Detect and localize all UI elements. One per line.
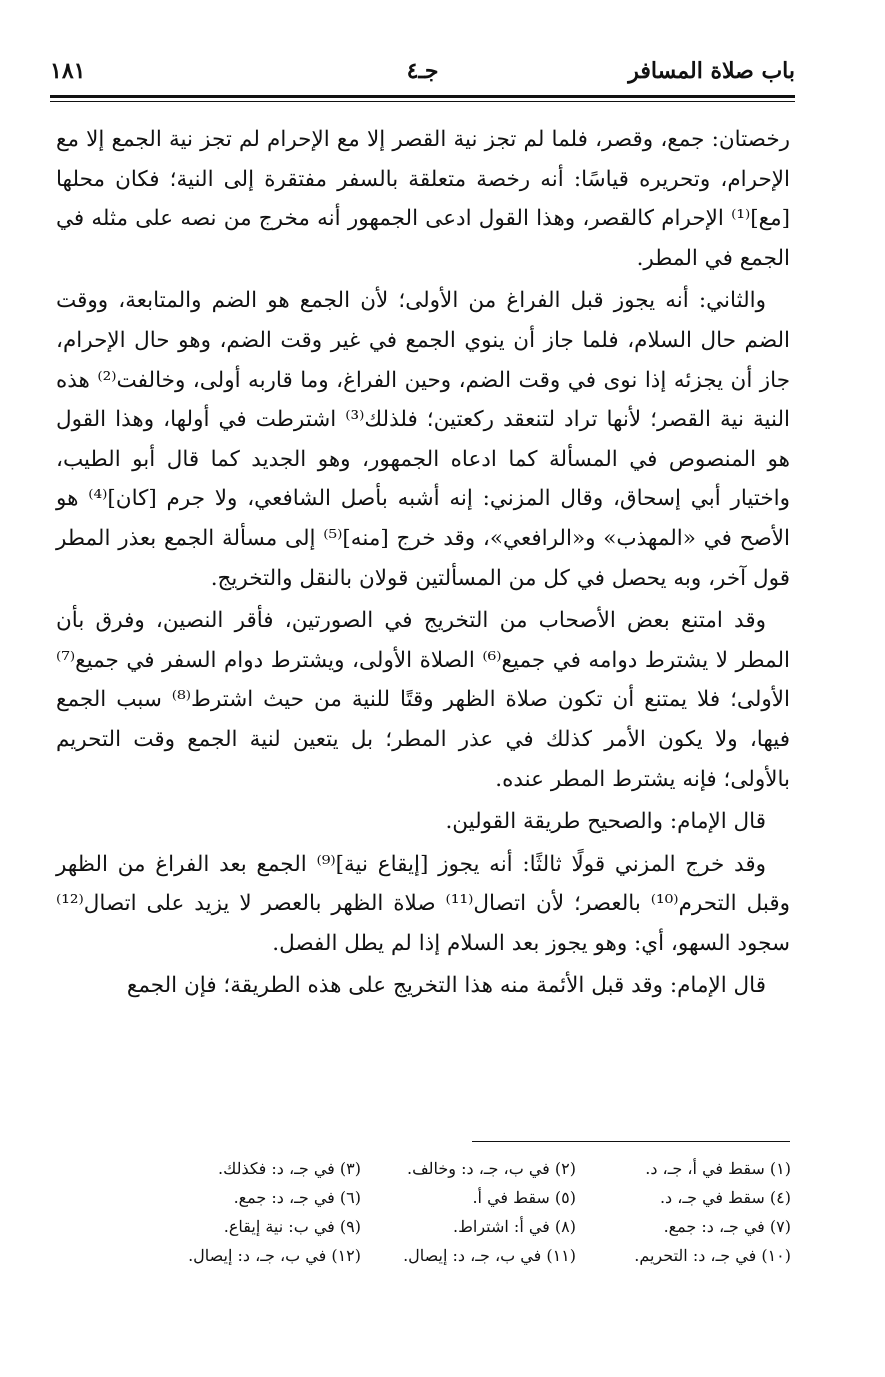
footnote: (٦) في جـ، د: جمع. (233, 1188, 361, 1207)
header-rule-thick (50, 95, 795, 98)
footnote: (٤) سقط في جـ، د. (659, 1188, 791, 1207)
main-text (56, 120, 790, 1006)
paragraph: قال الإمام: وقد قبل الأئمة منه هذا التخريج على هذه الطريقة؛ فإن الجمع (126, 973, 766, 999)
footnote: (٥) سقط في أ. (472, 1188, 576, 1207)
footnote: (١٢) في ب، جـ، د: إيصال. (188, 1246, 361, 1265)
header-rule-thin (50, 101, 795, 102)
footnote: (٣) في جـ، د: فكذلك. (218, 1159, 361, 1178)
running-header (50, 58, 795, 94)
paragraph: رخصتان: جمع، وقصر، فلما لم تجز نية القصر إلا مع الإحرام لم تجز نية الجمع إلا مع الإحرام، وتحريره قياسًا: أنه رخصة متعلقة بالسفر مفتقرة إلى النية؛ فكان محلها [مع]⁽¹⁾ الإحرام كالقصر، وهذا القول ادعى الجمهور أنه مخرج من نصه على مثله في الجمع في المطر. (56, 127, 790, 271)
footnote-row (141, 1212, 791, 1241)
footnote-row (141, 1154, 791, 1183)
page-number: ١٨١ (50, 58, 86, 84)
footnotes (141, 1154, 791, 1270)
footnote-row (141, 1241, 791, 1270)
footnote: (٧) في جـ، د: جمع. (663, 1217, 791, 1236)
footnote: (١١) في ب، جـ، د: إيصال. (403, 1246, 576, 1265)
volume-label: جـ٤ (406, 58, 439, 84)
paragraph: وقد خرج المزني قولًا ثالثًا: أنه يجوز [إيقاع نية]⁽⁹⁾ الجمع بعد الفراغ من الظهر وقبل التحرم⁽¹⁰⁾ بالعصر؛ لأن اتصال⁽¹¹⁾ صلاة الظهر بالعصر لا يزيد على اتصال⁽¹²⁾ سجود السهو، أي: وهو يجوز بعد السلام إذا لم يطل الفصل. (56, 851, 790, 956)
footnote: (١) سقط في أ، جـ، د. (645, 1159, 791, 1178)
footnote-row (141, 1183, 791, 1212)
footnote: (١٠) في جـ، د: التحريم. (634, 1246, 791, 1265)
paragraph: قال الإمام: والصحيح طريقة القولين. (445, 809, 766, 835)
footnote: (٨) في أ: اشتراط. (453, 1217, 576, 1236)
footnote: (٩) في ب: نية إيقاع. (223, 1217, 361, 1236)
paragraph: والثاني: أنه يجوز قبل الفراغ من الأولى؛ لأن الجمع هو الضم والمتابعة، ووقت الضم حال السلام، فلما جاز أن ينوي الجمع في غير وقت الضم، وهو حال الإحرام، جاز أن يجزئه إذا نوى في وقت الضم، وحين الفراغ، وما قاربه أولى، وخالفت⁽²⁾ هذه النية نية القصر؛ لأنها تراد لتنعقد ركعتين؛ فلذلك⁽³⁾ اشترطت في أولها، وهذا القول هو المنصوص في المسألة كما ادعاه الجمهور، وهو الجديد كما قال أبو الطيب، واختيار أبي إسحاق، وقال المزني: إنه أشبه بأصل الشافعي، ولا جرم [كان]⁽⁴⁾ هو الأصح في «المهذب» و«الرافعي»، وقد خرج [منه]⁽⁵⁾ إلى مسألة الجمع بعذر المطر قول آخر، وبه يحصل في كل من المسألتين قولان بالنقل والتخريج. (56, 288, 791, 591)
footnote-separator (472, 1141, 790, 1142)
paragraph: وقد امتنع بعض الأصحاب من التخريج في الصورتين، فأقر النصين، وفرق بأن المطر لا يشترط دوامه في جميع⁽⁶⁾ الصلاة الأولى، ويشترط دوام السفر في جميع⁽⁷⁾ الأولى؛ فلا يمتنع أن تكون صلاة الظهر وقتًا للنية من حيث اشترط⁽⁸⁾ سبب الجمع فيها، ولا يكون الأمر كذلك في عذر المطر؛ بل يتعين لنية الجمع وقت التحريم بالأولى؛ فإنه يشترط المطر عنده. (56, 608, 790, 792)
chapter-title: باب صلاة المسافر (628, 58, 795, 84)
footnote: (٢) في ب، جـ، د: وخالف. (407, 1159, 576, 1178)
